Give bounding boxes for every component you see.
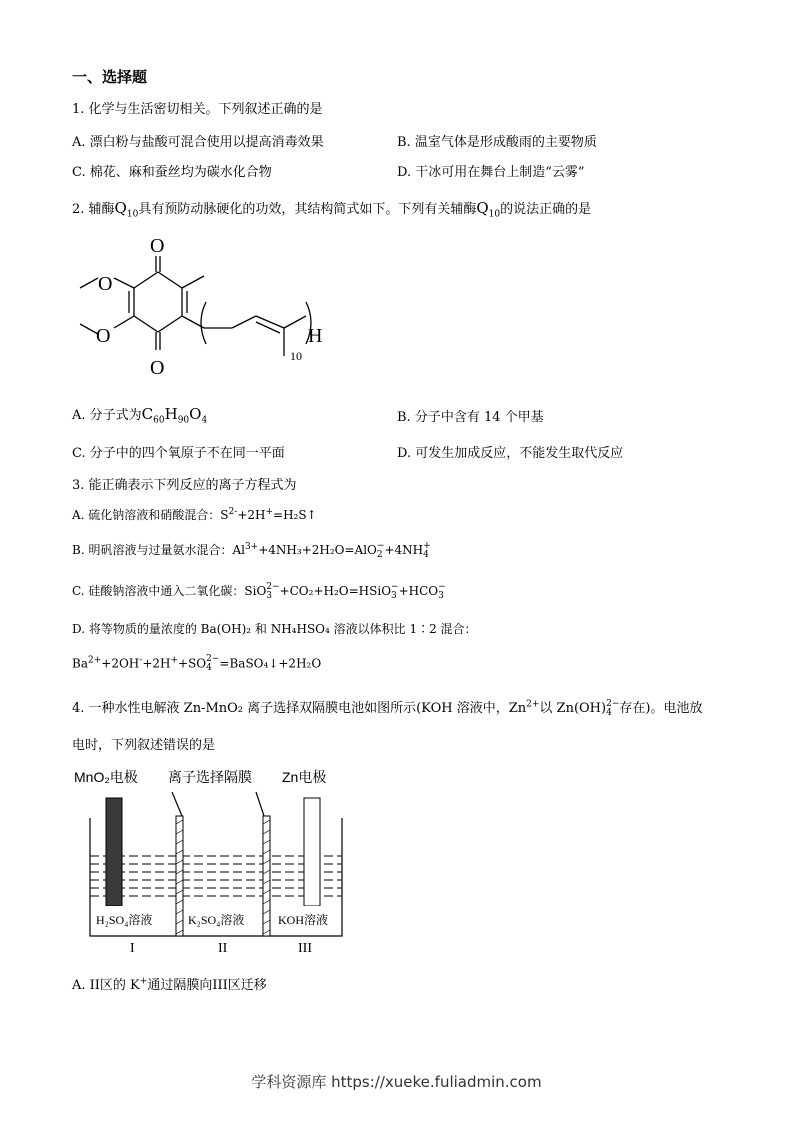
q1-option-c: C. 棉花、麻和蚕丝均为碳水化合物 [72, 165, 272, 180]
q4-stem-cont: 电时，下列叙述错误的是 [72, 738, 216, 753]
solution-koh: KOH溶液 [278, 913, 328, 927]
section-title: 一、选择题 [72, 68, 148, 86]
q1-option-d: D. 干冰可用在舞台上制造“云雾” [397, 165, 585, 180]
coenzyme-q10-structure [70, 232, 340, 382]
q3-option-a: A. 硫化钠溶液和硝酸混合：$S^{2-}+2H^+=H_2S↑$ [72, 507, 317, 522]
q3-option-d: D. 将等物质的量浓度的 Ba(OH)₂ 和 NH₄HSO₄ 溶液以体积比 1∶2 混合： [72, 622, 477, 636]
q1-option-b: B. 温室气体是形成酸雨的主要物质 [397, 135, 597, 150]
q3-option-b: B. 明矾溶液与过量氨水混合：$Al^{3+}+4NH_3+2H_2O=AlO$ − 2 +4NH + 4 [72, 540, 431, 560]
footer-source: 学科资源库 https://xueke.fuliadmin.com [251, 1073, 542, 1091]
oxygen-top: O [150, 235, 165, 257]
zone-1: I [130, 941, 135, 956]
battery-diagram [72, 764, 372, 960]
q2-option-b: B. 分子中含有 14 个甲基 [397, 410, 544, 425]
label-mno2-electrode: MnO₂电极 [74, 769, 138, 785]
zone-3: III [298, 941, 312, 956]
solution-h2so4: H₂SO₄溶液 [96, 913, 153, 927]
label-zn-electrode: Zn电极 [282, 769, 327, 785]
zn-electrode [304, 798, 320, 906]
oxygen-methoxy-1: O [98, 273, 113, 295]
oxygen-bottom: O [150, 357, 165, 379]
oxygen-methoxy-2: O [96, 325, 111, 347]
q2-option-d: D. 可发生加成反应，不能发生取代反应 [397, 446, 624, 461]
q2-option-c: C. 分子中的四个氧原子不在同一平面 [72, 446, 285, 461]
q3-option-d-equation: $Ba^{2+}+2OH^-+2H^++SO$ 2− 4 =BaSO₄↓+2H₂O [72, 654, 322, 673]
solution-k2so4: K₂SO₄溶液 [188, 913, 245, 927]
zone-2: II [218, 941, 228, 956]
q2-option-a: A. 分子式为$C_{60}H_{90}O_4$ [72, 405, 208, 426]
q3-option-c: C. 硅酸钠溶液中通入二氧化碳：SiO 2− 3 +CO₂+H₂O=HSiO − 3 +HCO − 3 [72, 581, 446, 601]
q2-stem: 2. 辅酶$Q_{10}$具有预防动脉硬化的功效，其结构简式如下。下列有关辅酶$Q_{10}$的说法正确的是 [72, 199, 592, 220]
q1-option-a: A. 漂白粉与盐酸可混合使用以提高消毒效果 [72, 135, 324, 150]
repeat-count: 10 [290, 349, 302, 363]
hydrogen-end: H [308, 325, 323, 347]
q1-stem: 1. 化学与生活密切相关。下列叙述正确的是 [72, 102, 323, 117]
q3-stem: 3. 能正确表示下列反应的离子方程式为 [72, 478, 297, 493]
q4-option-a: A. II区的 K+通过隔膜向III区迁移 [72, 976, 267, 993]
label-membrane: 离子选择隔膜 [168, 769, 252, 785]
q4-stem: 4. 一种水性电解液 Zn-MnO₂ 离子选择双隔膜电池如图所示(KOH 溶液中，$Zn^{2+}$以 Zn(OH) 2− 4 存在)。电池放 [72, 698, 703, 718]
mno2-electrode [106, 798, 122, 906]
